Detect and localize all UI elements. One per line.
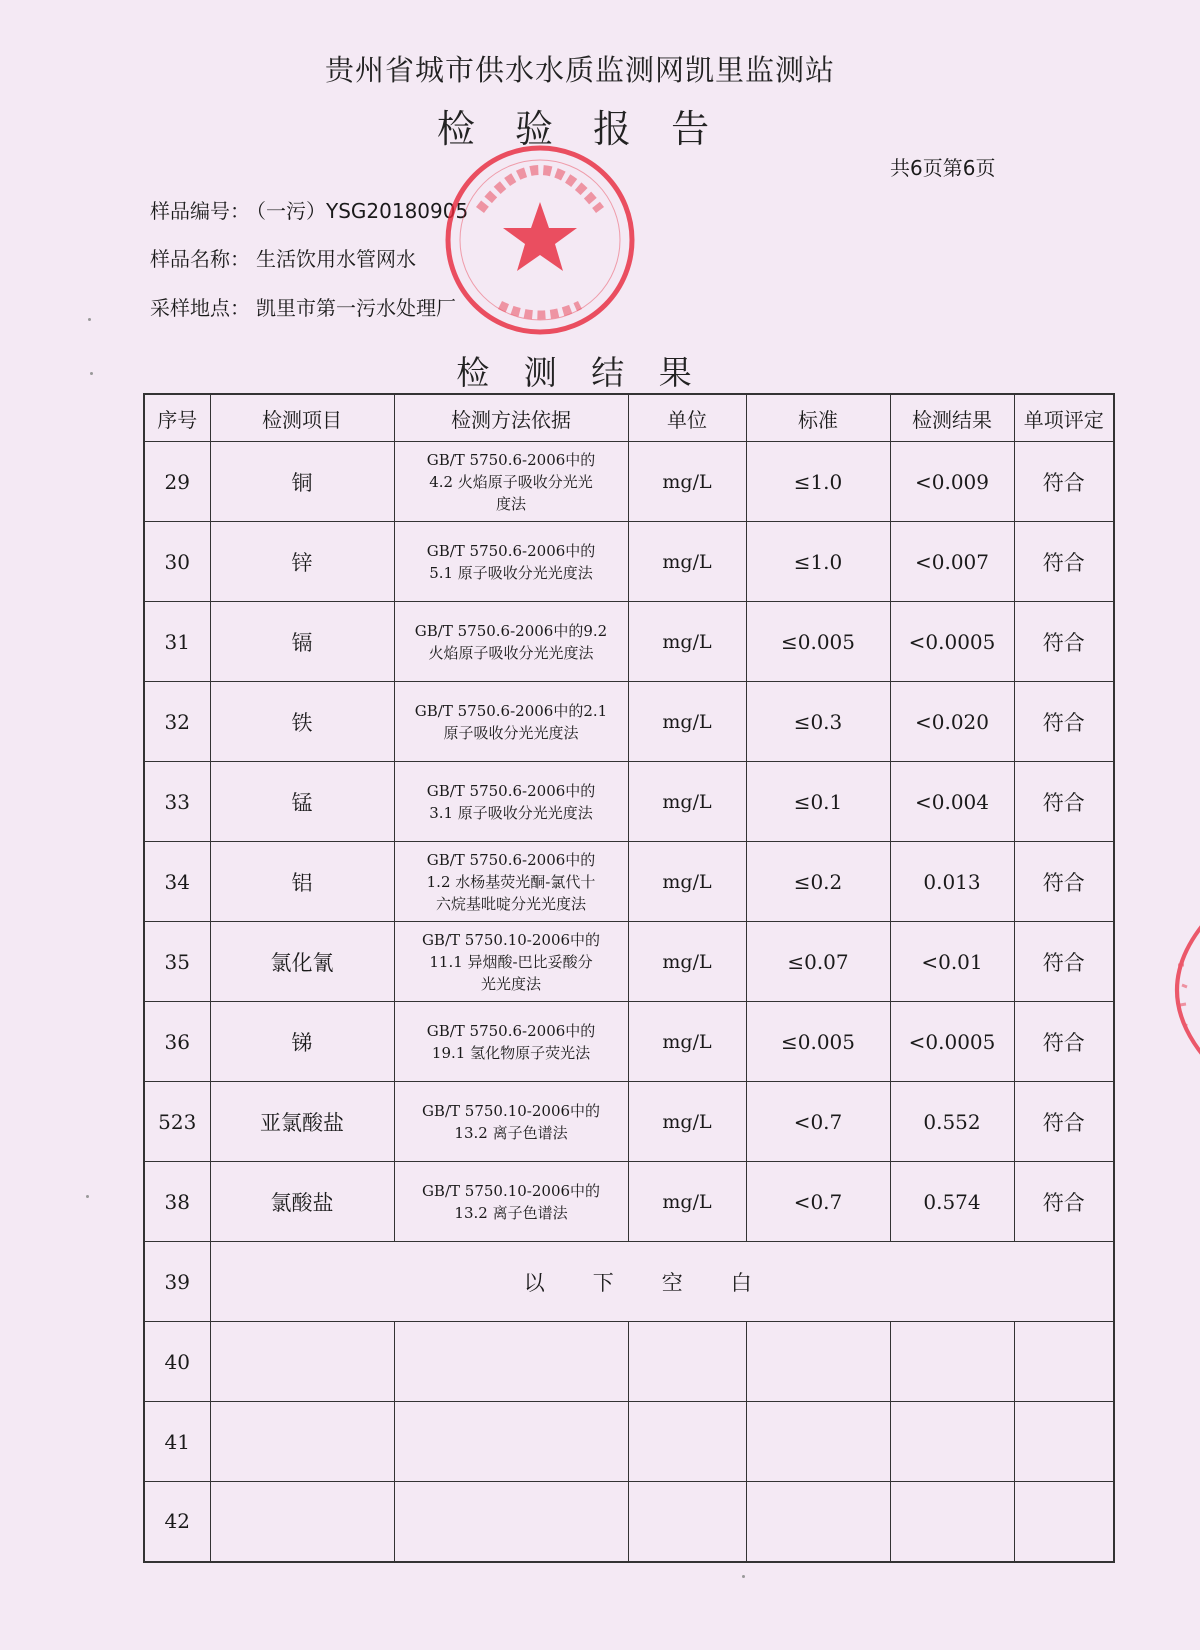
cell-empty	[746, 1322, 890, 1402]
cell-evaluation: 符合	[1014, 842, 1114, 922]
cell-method	[394, 842, 628, 922]
sampling-location-line	[150, 292, 456, 321]
sampling-location-value: 凯里市第一污水处理厂	[256, 296, 456, 320]
scan-speck	[86, 1195, 89, 1198]
page-count: 共6页第6页	[890, 156, 996, 180]
header-unit: 单位	[628, 394, 746, 442]
cell-method	[394, 762, 628, 842]
cell-empty	[210, 1482, 394, 1562]
cell-unit: mg/L	[628, 842, 746, 922]
header-method: 检测方法依据	[394, 394, 628, 442]
cell-no: 29	[144, 442, 210, 522]
table-row	[144, 1002, 1114, 1082]
method-line: 19.1 氢化物原子荧光法	[431, 1043, 591, 1062]
cell-standard: ≤1.0	[746, 442, 890, 522]
cell-result: <0.004	[890, 762, 1014, 842]
table-row-empty	[144, 1402, 1114, 1482]
cell-no: 31	[144, 602, 210, 682]
cell-result: <0.009	[890, 442, 1014, 522]
sample-number-value: （一污）YSG20180905	[256, 199, 469, 223]
cell-empty	[890, 1402, 1014, 1482]
cell-unit: mg/L	[628, 442, 746, 522]
table-body	[144, 442, 1114, 1562]
header-no: 序号	[144, 394, 210, 442]
cell-empty	[628, 1482, 746, 1562]
cell-evaluation: 符合	[1014, 922, 1114, 1002]
cell-item: 亚氯酸盐	[210, 1082, 394, 1162]
sample-name-label: 样品名称：	[150, 247, 250, 271]
cell-no: 523	[144, 1082, 210, 1162]
cell-no: 36	[144, 1002, 210, 1082]
cell-no: 35	[144, 922, 210, 1002]
cell-no: 40	[144, 1322, 210, 1402]
sample-name-value: 生活饮用水管网水	[256, 247, 416, 271]
cell-method	[394, 682, 628, 762]
method-line: 5.1 原子吸收分光光度法	[429, 563, 593, 582]
result-table	[143, 393, 1115, 1563]
cell-standard: ≤1.0	[746, 522, 890, 602]
cell-unit: mg/L	[628, 522, 746, 602]
cell-method	[394, 522, 628, 602]
cell-empty	[1014, 1482, 1114, 1562]
header-item: 检测项目	[210, 394, 394, 442]
cell-empty	[890, 1482, 1014, 1562]
cell-standard: ≤0.07	[746, 922, 890, 1002]
header-result: 检测结果	[890, 394, 1014, 442]
table-row	[144, 1162, 1114, 1242]
method-line: GB/T 5750.6-2006中的9.2	[414, 621, 608, 640]
table-row	[144, 442, 1114, 522]
method-line: GB/T 5750.10-2006中的	[421, 1101, 601, 1120]
method-line: GB/T 5750.6-2006中的2.1	[414, 701, 608, 720]
cell-standard: <0.7	[746, 1082, 890, 1162]
cell-standard: ≤0.1	[746, 762, 890, 842]
cell-method	[394, 602, 628, 682]
table-row	[144, 522, 1114, 602]
method-line: 度法	[495, 494, 526, 513]
cell-item: 铝	[210, 842, 394, 922]
table-row-empty	[144, 1482, 1114, 1562]
cell-unit: mg/L	[628, 762, 746, 842]
method-line: GB/T 5750.6-2006中的	[426, 450, 596, 469]
table-row	[144, 682, 1114, 762]
method-line: 火焰原子吸收分光光度法	[428, 643, 594, 662]
cell-no: 33	[144, 762, 210, 842]
cell-empty	[1014, 1402, 1114, 1482]
method-line: 4.2 火焰原子吸收分光光	[429, 472, 593, 491]
cell-no: 30	[144, 522, 210, 602]
cell-standard: <0.7	[746, 1162, 890, 1242]
cell-unit: mg/L	[628, 602, 746, 682]
cell-evaluation: 符合	[1014, 682, 1114, 762]
method-line: 六烷基吡啶分光光度法	[435, 894, 586, 913]
cell-unit: mg/L	[628, 682, 746, 762]
method-line: 3.1 原子吸收分光光度法	[429, 803, 593, 822]
method-line: GB/T 5750.6-2006中的	[426, 541, 596, 560]
cell-empty	[628, 1322, 746, 1402]
table-row-blank-note	[144, 1242, 1114, 1322]
cell-no: 39	[144, 1242, 210, 1322]
method-line: GB/T 5750.10-2006中的	[421, 1181, 601, 1200]
cell-empty	[746, 1402, 890, 1482]
cell-empty	[210, 1402, 394, 1482]
table-row	[144, 922, 1114, 1002]
cell-empty	[1014, 1322, 1114, 1402]
method-line: 1.2 水杨基荧光酮-氯代十	[426, 872, 596, 891]
cell-result: 0.552	[890, 1082, 1014, 1162]
cell-result: 0.574	[890, 1162, 1014, 1242]
cell-result: <0.0005	[890, 1002, 1014, 1082]
method-line: 原子吸收分光光度法	[443, 723, 579, 742]
cell-empty	[210, 1322, 394, 1402]
method-line: 13.2 离子色谱法	[454, 1203, 568, 1222]
cell-item: 锌	[210, 522, 394, 602]
cell-evaluation: 符合	[1014, 442, 1114, 522]
cell-empty	[394, 1482, 628, 1562]
cell-standard: ≤0.2	[746, 842, 890, 922]
method-line: GB/T 5750.6-2006中的	[426, 781, 596, 800]
cell-no: 41	[144, 1402, 210, 1482]
header-evaluation: 单项评定	[1014, 394, 1114, 442]
table-row-empty	[144, 1322, 1114, 1402]
cell-method	[394, 1162, 628, 1242]
cell-result: <0.01	[890, 922, 1014, 1002]
sample-number-line	[150, 195, 468, 224]
blank-note: 以下空白	[210, 1242, 1114, 1322]
cell-item: 锑	[210, 1002, 394, 1082]
sample-number-label: 样品编号：	[150, 199, 250, 223]
cell-item: 氯化氰	[210, 922, 394, 1002]
cell-standard: ≤0.005	[746, 602, 890, 682]
header-standard: 标准	[746, 394, 890, 442]
method-line: 13.2 离子色谱法	[454, 1123, 568, 1142]
cell-evaluation: 符合	[1014, 602, 1114, 682]
cell-item: 锰	[210, 762, 394, 842]
cell-method	[394, 922, 628, 1002]
table-row	[144, 1082, 1114, 1162]
cell-result: 0.013	[890, 842, 1014, 922]
table-header-row	[144, 394, 1114, 442]
method-line: GB/T 5750.6-2006中的	[426, 1021, 596, 1040]
cell-empty	[394, 1402, 628, 1482]
cell-empty	[890, 1322, 1014, 1402]
table-row	[144, 762, 1114, 842]
method-line: GB/T 5750.10-2006中的	[421, 930, 601, 949]
cell-empty	[628, 1402, 746, 1482]
cell-unit: mg/L	[628, 1002, 746, 1082]
cell-result: <0.007	[890, 522, 1014, 602]
scan-speck	[742, 1575, 745, 1578]
cell-method	[394, 1002, 628, 1082]
organization-title: 贵州省城市供水水质监测网凯里监测站	[324, 53, 835, 87]
official-seal-icon	[440, 140, 640, 340]
cell-no: 34	[144, 842, 210, 922]
method-line: GB/T 5750.6-2006中的	[426, 850, 596, 869]
cell-evaluation: 符合	[1014, 1002, 1114, 1082]
method-line: 光光度法	[480, 974, 541, 993]
cell-method	[394, 442, 628, 522]
cell-empty	[394, 1322, 628, 1402]
cell-evaluation: 符合	[1014, 1162, 1114, 1242]
cell-unit: mg/L	[628, 1162, 746, 1242]
cell-unit: mg/L	[628, 922, 746, 1002]
partial-seal-icon	[1138, 905, 1200, 1075]
cell-no: 32	[144, 682, 210, 762]
section-title: 检 测 结 果	[456, 353, 704, 392]
method-line: 11.1 异烟酸-巴比妥酸分	[429, 952, 593, 971]
cell-evaluation: 符合	[1014, 522, 1114, 602]
cell-item: 镉	[210, 602, 394, 682]
table-row	[144, 842, 1114, 922]
scan-speck	[90, 372, 93, 375]
report-title: 检 验 报 告	[436, 107, 724, 151]
cell-no: 38	[144, 1162, 210, 1242]
cell-standard: ≤0.3	[746, 682, 890, 762]
sampling-location-label: 采样地点：	[150, 296, 250, 320]
cell-item: 铁	[210, 682, 394, 762]
cell-item: 铜	[210, 442, 394, 522]
cell-evaluation: 符合	[1014, 1082, 1114, 1162]
cell-evaluation: 符合	[1014, 762, 1114, 842]
cell-unit: mg/L	[628, 1082, 746, 1162]
cell-result: <0.0005	[890, 602, 1014, 682]
cell-result: <0.020	[890, 682, 1014, 762]
cell-empty	[746, 1482, 890, 1562]
cell-item: 氯酸盐	[210, 1162, 394, 1242]
table-row	[144, 602, 1114, 682]
cell-no: 42	[144, 1482, 210, 1562]
cell-method	[394, 1082, 628, 1162]
cell-standard: ≤0.005	[746, 1002, 890, 1082]
sample-name-line	[150, 243, 416, 272]
scan-speck	[88, 318, 91, 321]
